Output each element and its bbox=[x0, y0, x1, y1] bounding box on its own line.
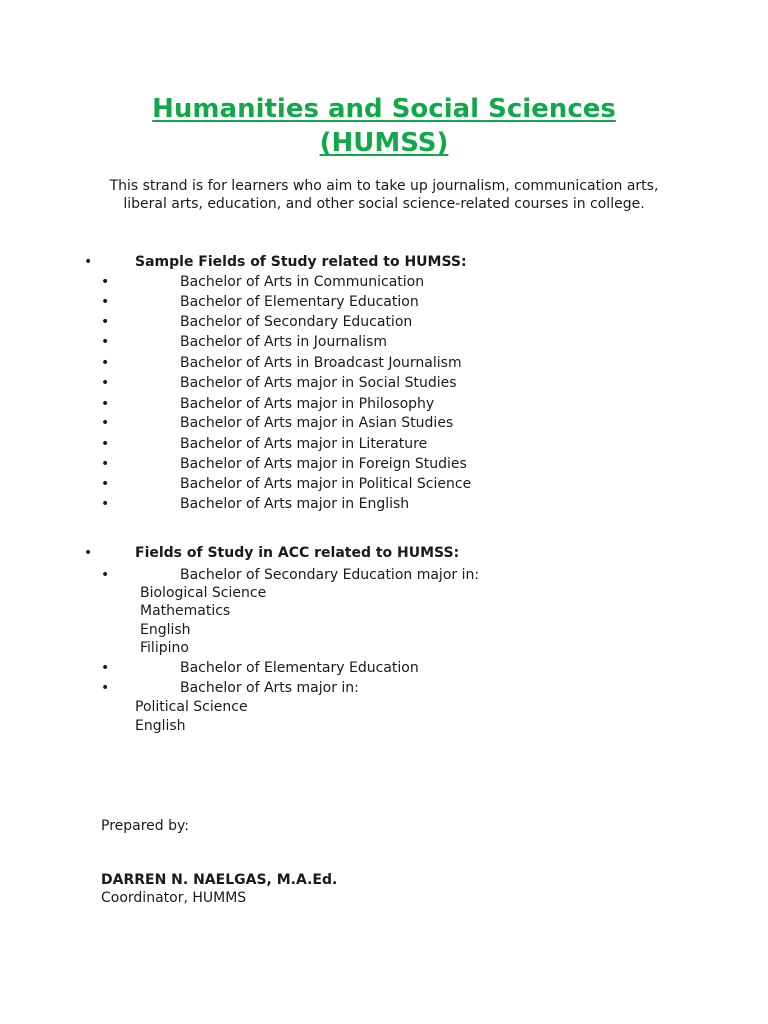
bullet-icon: • bbox=[101, 660, 110, 676]
list-item: Bachelor of Arts major in Political Science bbox=[180, 476, 472, 492]
list-item: Bachelor of Arts in Communication bbox=[180, 274, 425, 290]
list-item: Bachelor of Arts major in Social Studies bbox=[180, 375, 457, 391]
list-item: Bachelor of Elementary Education bbox=[180, 294, 419, 310]
major-item: English bbox=[135, 718, 186, 734]
bullet-icon: • bbox=[101, 294, 110, 310]
major-item: Biological Science bbox=[140, 585, 267, 601]
major-item: Mathematics bbox=[140, 603, 231, 619]
title-line-1: Humanities and Social Sciences bbox=[152, 94, 616, 124]
major-item: English bbox=[140, 622, 191, 638]
signatory-name: DARREN N. NAELGAS, M.A.Ed. bbox=[101, 872, 338, 888]
bullet-icon: • bbox=[101, 567, 110, 583]
section2-heading: Fields of Study in ACC related to HUMSS: bbox=[135, 545, 460, 561]
list-item: Bachelor of Secondary Education bbox=[180, 314, 413, 330]
list-item: Bachelor of Arts major in Philosophy bbox=[180, 396, 435, 412]
list-item: Bachelor of Secondary Education major in: bbox=[180, 567, 480, 583]
document-title bbox=[0, 92, 768, 160]
bullet-icon: • bbox=[101, 396, 110, 412]
bullet-icon: • bbox=[101, 436, 110, 452]
list-item: Bachelor of Arts in Broadcast Journalism bbox=[180, 355, 462, 371]
list-item: Bachelor of Arts major in: bbox=[180, 680, 359, 696]
bullet-icon: • bbox=[84, 254, 93, 270]
bullet-icon: • bbox=[101, 375, 110, 391]
bullet-icon: • bbox=[101, 496, 110, 512]
list-item: Bachelor of Elementary Education bbox=[180, 660, 419, 676]
section1-heading: Sample Fields of Study related to HUMSS: bbox=[135, 254, 467, 270]
bullet-icon: • bbox=[101, 415, 110, 431]
title-line-2: (HUMSS) bbox=[319, 128, 449, 158]
list-item: Bachelor of Arts major in English bbox=[180, 496, 410, 512]
major-item: Filipino bbox=[140, 640, 189, 656]
prepared-by-label: Prepared by: bbox=[101, 818, 189, 834]
list-item: Bachelor of Arts major in Asian Studies bbox=[180, 415, 454, 431]
major-item: Political Science bbox=[135, 699, 248, 715]
bullet-icon: • bbox=[101, 456, 110, 472]
list-item: Bachelor of Arts in Journalism bbox=[180, 334, 387, 350]
bullet-icon: • bbox=[101, 355, 110, 371]
bullet-icon: • bbox=[101, 334, 110, 350]
bullet-icon: • bbox=[101, 314, 110, 330]
bullet-icon: • bbox=[101, 680, 110, 696]
bullet-icon: • bbox=[101, 476, 110, 492]
list-item: Bachelor of Arts major in Foreign Studies bbox=[180, 456, 467, 472]
list-item: Bachelor of Arts major in Literature bbox=[180, 436, 428, 452]
bullet-icon: • bbox=[84, 545, 93, 561]
signatory-title: Coordinator, HUMMS bbox=[101, 890, 247, 906]
bullet-icon: • bbox=[101, 274, 110, 290]
intro-paragraph: This strand is for learners who aim to take up journalism, communication arts, liberal arts, education, and other social science-related courses in college. bbox=[109, 178, 659, 212]
